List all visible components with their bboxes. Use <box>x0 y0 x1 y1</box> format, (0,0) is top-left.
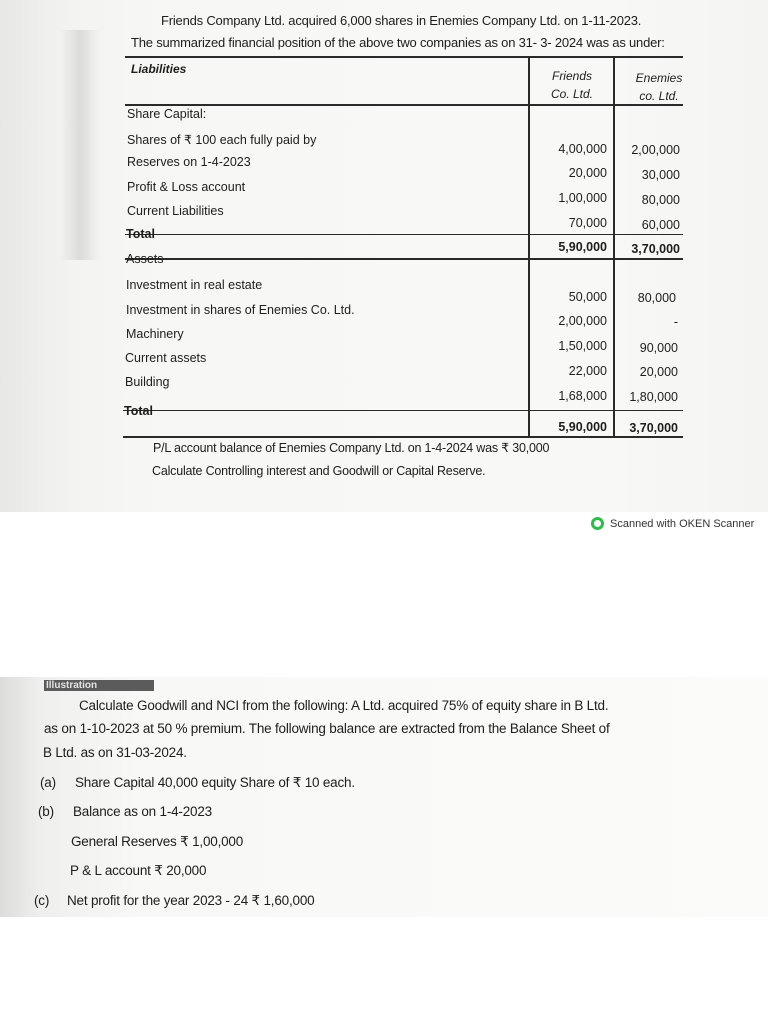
table-bottom-rule <box>123 436 683 438</box>
asset-enemies-value: 80,000 <box>637 291 676 305</box>
asset-label: Current assets <box>125 351 207 365</box>
col2-header-line1: Enemies <box>635 71 683 85</box>
item-marker: (b) <box>38 804 54 819</box>
asset-enemies-value: 1,80,000 <box>629 390 678 404</box>
note-calculate: Calculate Controlling interest and Goodwill or Capital Reserve. <box>152 464 486 478</box>
assets-heading: Assets <box>126 252 164 266</box>
col1-header-line1: Friends <box>551 69 592 83</box>
problem2-line-3: B Ltd. as on 31-03-2024. <box>43 745 187 760</box>
liability-enemies-value: 80,000 <box>641 193 680 207</box>
liability-label: Reserves on 1-4-2023 <box>127 155 251 169</box>
intro-line-2: The summarized financial position of the above two companies as on 31- 3- 2024 was as under: <box>131 35 665 50</box>
item-text: Share Capital 40,000 equity Share of ₹ 10 each. <box>75 775 355 790</box>
asset-friends-value: 50,000 <box>568 290 607 304</box>
item-text: Net profit for the year 2023 - 24 ₹ 1,60,000 <box>67 893 315 908</box>
asset-enemies-value: - <box>673 315 678 329</box>
item-text: Balance as on 1-4-2023 <box>73 804 212 819</box>
item-text: General Reserves ₹ 1,00,000 <box>71 834 244 849</box>
assets-total-enemies: 3,70,000 <box>629 421 678 435</box>
intro-line-1: Friends Company Ltd. acquired 6,000 shares in Enemies Company Ltd. on 1-11-2023. <box>161 13 642 28</box>
asset-friends-value: 22,000 <box>568 364 607 378</box>
asset-enemies-value: 20,000 <box>639 365 678 379</box>
asset-enemies-value: 90,000 <box>639 341 678 355</box>
scanned-page-2 <box>0 677 768 917</box>
liability-label: Profit & Loss account <box>127 180 246 194</box>
item-marker: (a) <box>40 775 56 790</box>
col1-header <box>534 67 610 103</box>
col2-divider <box>613 56 615 437</box>
asset-label: Building <box>125 375 170 389</box>
note-pl-balance: P/L account balance of Enemies Company Ltd. on 1-4-2024 was ₹ 30,000 <box>153 441 550 455</box>
asset-friends-value: 1,50,000 <box>558 339 607 353</box>
item-text: P & L account ₹ 20,000 <box>70 863 207 878</box>
liability-label: Shares of ₹ 100 each fully paid by <box>127 133 317 147</box>
liabilities-total-bottom-rule <box>125 258 683 260</box>
asset-label: Machinery <box>126 327 184 341</box>
liabilities-total-enemies: 3,70,000 <box>631 242 680 256</box>
col1-divider <box>528 56 530 437</box>
liability-friends-value: 70,000 <box>568 216 607 230</box>
liability-label: Current Liabilities <box>127 204 224 218</box>
asset-friends-value: 2,00,000 <box>558 314 607 328</box>
liabilities-heading: Share Capital: <box>127 107 207 121</box>
col1-header-line2: Co. Ltd. <box>550 87 594 101</box>
col2-header-line2: co. Ltd. <box>639 89 679 103</box>
scanner-logo-icon <box>591 517 604 530</box>
table-header-label: Liabilities <box>131 62 187 76</box>
table-header-rule <box>125 104 683 106</box>
asset-label: Investment in shares of Enemies Co. Ltd. <box>126 303 355 317</box>
illustration-heading-fragment: Illustration <box>44 680 154 691</box>
problem2-line-2: as on 1-10-2023 at 50 % premium. The following balance are extracted from the Balance Sheet of <box>44 721 610 736</box>
col2-header <box>620 69 698 105</box>
scanner-label: Scanned with OKEN Scanner <box>610 517 755 530</box>
item-marker: (c) <box>34 893 50 908</box>
asset-friends-value: 1,68,000 <box>558 389 607 403</box>
liability-friends-value: 20,000 <box>568 166 607 180</box>
table-top-rule <box>125 56 683 58</box>
liabilities-total-friends: 5,90,000 <box>558 240 607 254</box>
assets-total-top-rule <box>123 410 683 411</box>
assets-total-friends: 5,90,000 <box>558 420 607 434</box>
liabilities-total-top-rule <box>125 234 683 235</box>
liability-enemies-value: 60,000 <box>641 218 680 232</box>
liability-friends-value: 4,00,000 <box>558 142 607 156</box>
page-shadow <box>60 30 100 260</box>
problem2-line-1: Calculate Goodwill and NCI from the following: A Ltd. acquired 75% of equity share in B Ltd. <box>79 698 609 713</box>
liability-friends-value: 1,00,000 <box>558 191 607 205</box>
assets-total-label: Total <box>124 404 153 418</box>
liabilities-total-label: Total <box>126 227 155 241</box>
asset-label: Investment in real estate <box>126 278 263 292</box>
liability-enemies-value: 2,00,000 <box>631 143 680 157</box>
liability-enemies-value: 30,000 <box>641 168 680 182</box>
scanner-watermark <box>591 517 754 530</box>
